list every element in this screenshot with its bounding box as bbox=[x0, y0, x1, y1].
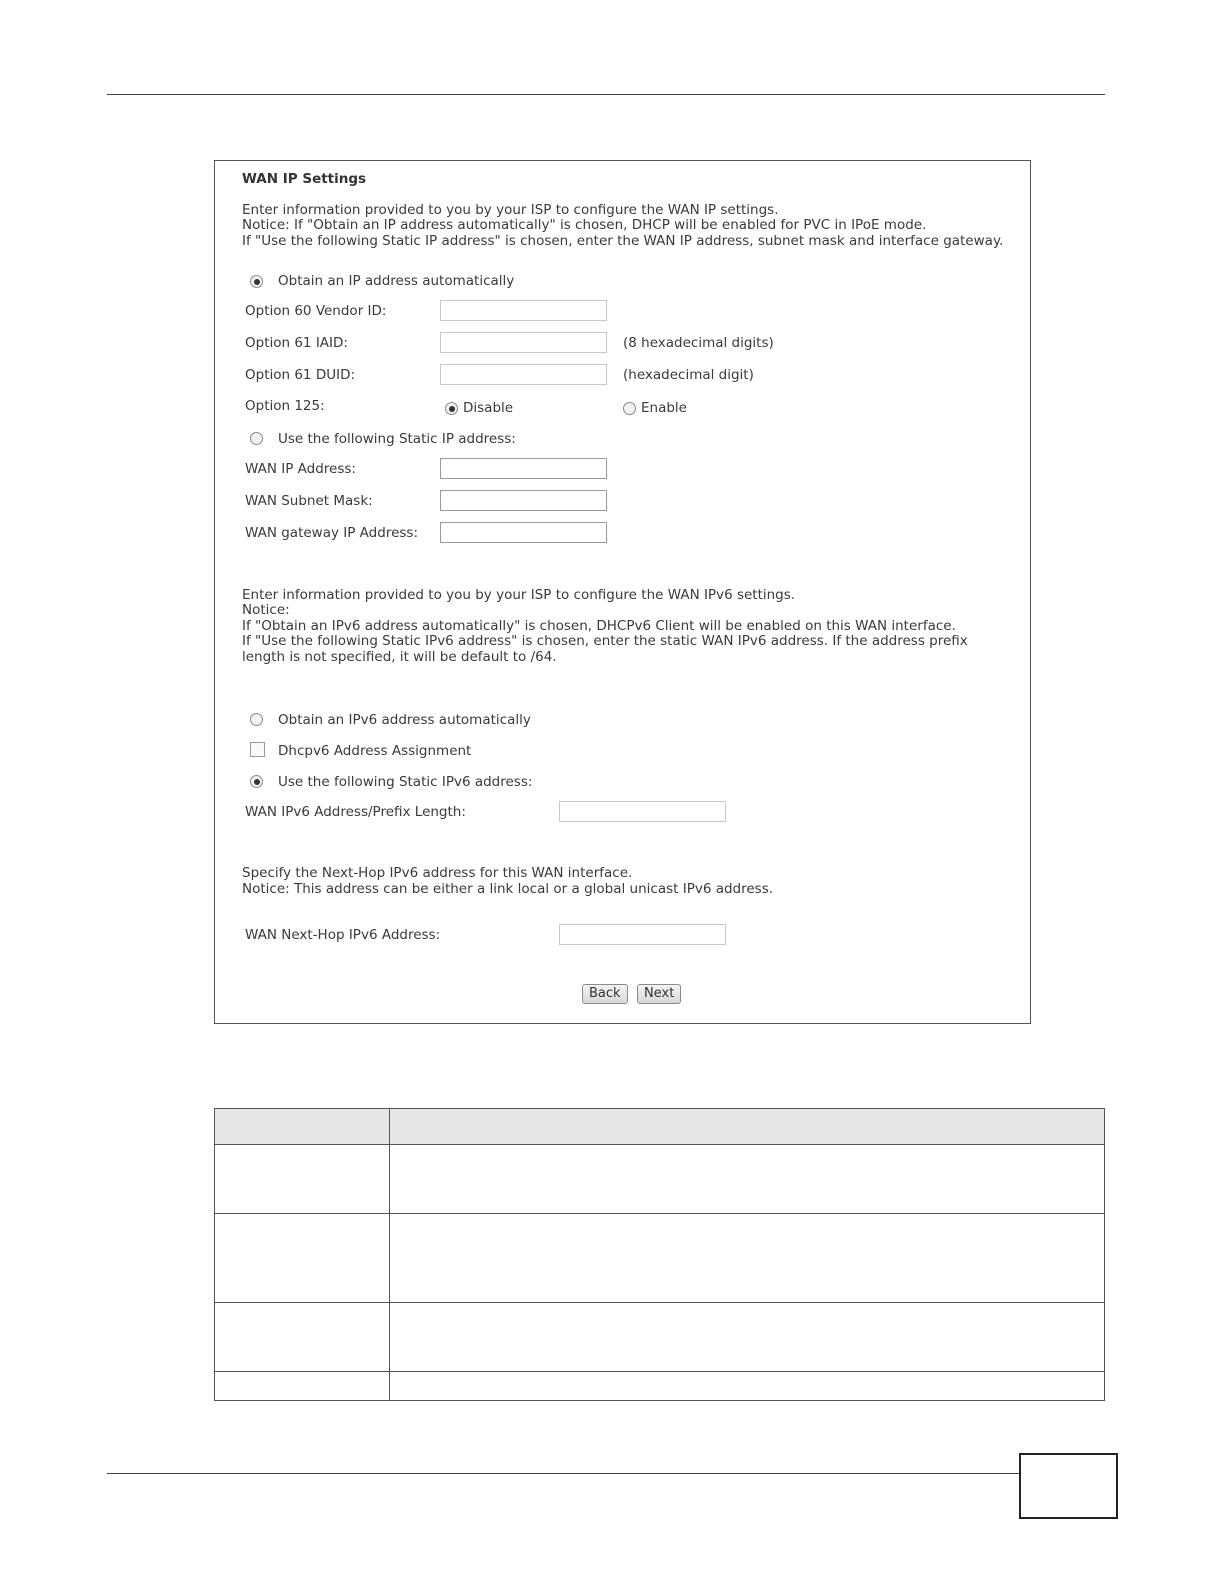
obtain-ip-auto-label: Obtain an IP address automatically bbox=[278, 273, 515, 289]
ipv6-intro-line-4: If "Use the following Static IPv6 address" is chosen, enter the static WAN IPv6 address. If the address prefix bbox=[242, 633, 968, 649]
static-ipv6-radio[interactable] bbox=[250, 775, 263, 788]
table-cell bbox=[215, 1214, 390, 1303]
ipv6-intro-line-3: If "Obtain an IPv6 address automatically" is chosen, DHCPv6 Client will be enabled on this WAN interface. bbox=[242, 618, 956, 634]
next-button[interactable]: Next bbox=[637, 984, 681, 1004]
wan-ip-address-label: WAN IP Address: bbox=[245, 461, 356, 477]
option60-label: Option 60 Vendor ID: bbox=[245, 303, 387, 319]
next-hop-input[interactable] bbox=[559, 924, 726, 945]
next-hop-intro-line-2: Notice: This address can be either a link local or a global unicast IPv6 address. bbox=[242, 881, 774, 897]
ipv6-intro-line-2: Notice: bbox=[242, 602, 290, 618]
option125-disable-radio[interactable] bbox=[445, 402, 458, 415]
table-cell bbox=[390, 1372, 1105, 1401]
ipv6-prefix-label: WAN IPv6 Address/Prefix Length: bbox=[245, 804, 466, 820]
static-ipv6-label: Use the following Static IPv6 address: bbox=[278, 774, 533, 790]
option60-vendor-id-input[interactable] bbox=[440, 300, 607, 321]
next-hop-label: WAN Next-Hop IPv6 Address: bbox=[245, 927, 441, 943]
table-row bbox=[215, 1214, 1105, 1303]
intro-line-1: Enter information provided to you by your ISP to configure the WAN IP settings. bbox=[242, 202, 779, 218]
option125-enable-label: Enable bbox=[641, 400, 687, 416]
footer-rule bbox=[107, 1473, 1019, 1474]
option125-enable-radio[interactable] bbox=[623, 402, 636, 415]
ipv6-intro-line-5: length is not specified, it will be default to /64. bbox=[242, 649, 557, 665]
section-title: WAN IP Settings bbox=[242, 171, 367, 187]
table-cell bbox=[390, 1145, 1105, 1214]
next-hop-intro-line-1: Specify the Next-Hop IPv6 address for this WAN interface. bbox=[242, 865, 633, 881]
option61-duid-label: Option 61 DUID: bbox=[245, 367, 356, 383]
static-ip-radio[interactable] bbox=[250, 432, 263, 445]
dhcpv6-assignment-label: Dhcpv6 Address Assignment bbox=[278, 743, 472, 759]
table-cell bbox=[390, 1303, 1105, 1372]
table-cell bbox=[215, 1145, 390, 1214]
table-row bbox=[215, 1303, 1105, 1372]
table-header-row bbox=[215, 1109, 1105, 1145]
wan-gateway-input[interactable] bbox=[440, 522, 607, 543]
table-cell bbox=[215, 1372, 390, 1401]
option61-duid-input[interactable] bbox=[440, 364, 607, 385]
table-header-cell bbox=[390, 1109, 1105, 1145]
table-row bbox=[215, 1372, 1105, 1401]
ipv6-intro-line-1: Enter information provided to you by your ISP to configure the WAN IPv6 settings. bbox=[242, 587, 796, 603]
page-number-box bbox=[1019, 1453, 1118, 1519]
option61-iaid-input[interactable] bbox=[440, 332, 607, 353]
back-button[interactable]: Back bbox=[582, 984, 628, 1004]
description-table bbox=[214, 1108, 1105, 1401]
option125-disable-label: Disable bbox=[463, 400, 514, 416]
obtain-ipv6-auto-radio[interactable] bbox=[250, 713, 263, 726]
ipv6-prefix-input[interactable] bbox=[559, 801, 726, 822]
table-cell bbox=[215, 1303, 390, 1372]
obtain-ip-auto-radio[interactable] bbox=[250, 275, 263, 288]
obtain-ipv6-auto-label: Obtain an IPv6 address automatically bbox=[278, 712, 531, 728]
option61-iaid-hint: (8 hexadecimal digits) bbox=[623, 335, 774, 351]
intro-line-3: If "Use the following Static IP address" is chosen, enter the WAN IP address, subnet mask and interface gateway. bbox=[242, 233, 1004, 249]
wan-subnet-mask-label: WAN Subnet Mask: bbox=[245, 493, 373, 509]
table-header-cell bbox=[215, 1109, 390, 1145]
dhcpv6-assignment-checkbox[interactable] bbox=[250, 742, 265, 757]
static-ip-label: Use the following Static IP address: bbox=[278, 431, 516, 447]
wan-ip-address-input[interactable] bbox=[440, 458, 607, 479]
wan-subnet-mask-input[interactable] bbox=[440, 490, 607, 511]
wan-ip-settings-screenshot bbox=[214, 160, 1031, 1024]
option61-duid-hint: (hexadecimal digit) bbox=[623, 367, 754, 383]
wan-gateway-label: WAN gateway IP Address: bbox=[245, 525, 418, 541]
table-cell bbox=[390, 1214, 1105, 1303]
header-rule bbox=[107, 94, 1105, 95]
option61-iaid-label: Option 61 IAID: bbox=[245, 335, 348, 351]
option125-label: Option 125: bbox=[245, 398, 325, 414]
intro-line-2: Notice: If "Obtain an IP address automatically" is chosen, DHCP will be enabled for PVC in IPoE mode. bbox=[242, 217, 927, 233]
table-row bbox=[215, 1145, 1105, 1214]
